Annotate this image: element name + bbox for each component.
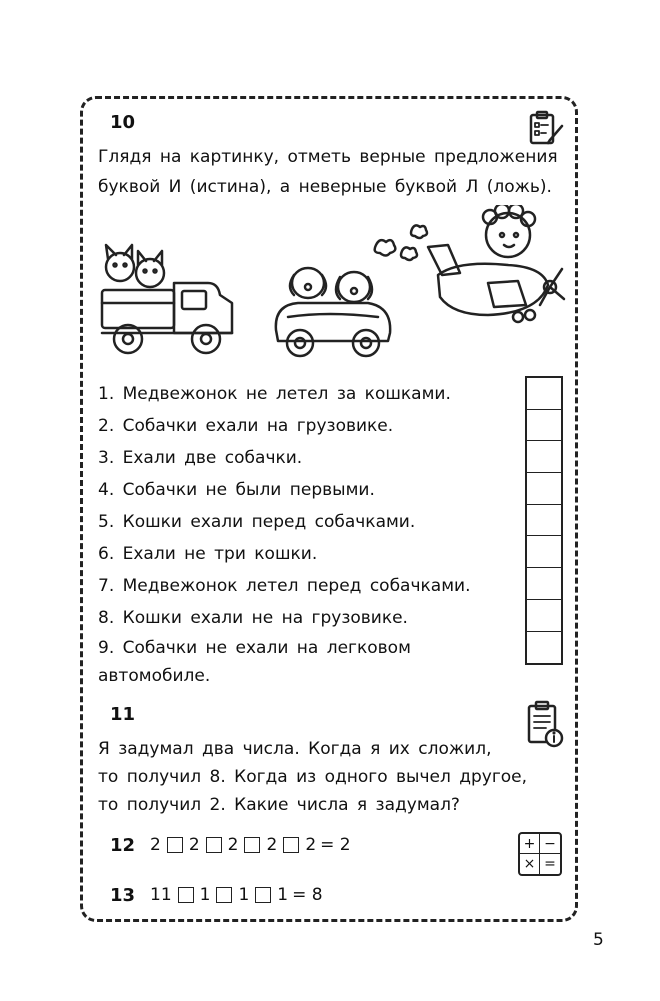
task-13-operand-3: 1 — [238, 885, 250, 905]
task-13-sign-box-1[interactable] — [178, 887, 194, 903]
task-11-line3: то получил 2. Какие числа я задумал? — [98, 795, 460, 815]
task-12-operand-3: 2 — [227, 835, 239, 855]
statement-1: 1. Медвежонок не летел за кошками. — [98, 384, 451, 404]
answer-box-1[interactable] — [527, 378, 561, 410]
task-12-number: 12 — [110, 835, 136, 856]
task-11-line2: то получил 8. Когда из одного вычел другое, — [98, 767, 528, 787]
plus-symbol: + — [520, 834, 540, 854]
statement-2: 2. Собачки ехали на грузовике. — [98, 416, 394, 436]
task-12-operand-1: 2 — [150, 835, 161, 855]
plane-with-bear-illustration — [368, 205, 568, 334]
task-10-instruction-line1: Глядя на картинку, отметь верные предложения — [98, 147, 558, 167]
statement-7: 7. Медвежонок летел перед собачками. — [98, 576, 471, 596]
math-operations-icon — [518, 832, 562, 876]
clipboard-info-icon — [526, 700, 566, 752]
task-12-result: = 2 — [320, 835, 351, 855]
answer-box-4[interactable] — [527, 473, 561, 505]
task-12-sign-box-1[interactable] — [167, 837, 183, 853]
answer-boxes-column — [525, 376, 563, 665]
task-13-equation — [148, 885, 325, 905]
answer-box-6[interactable] — [527, 536, 561, 568]
statement-4: 4. Собачки не были первыми. — [98, 480, 375, 500]
answer-box-9[interactable] — [527, 632, 561, 664]
answer-box-5[interactable] — [527, 505, 561, 537]
statement-5: 5. Кошки ехали перед собачками. — [98, 512, 416, 532]
statement-8: 8. Кошки ехали не на грузовике. — [98, 608, 408, 628]
statement-9-continuation: автомобиле. — [98, 666, 211, 686]
task-12-operand-4: 2 — [266, 835, 278, 855]
task-12-equation — [148, 835, 353, 855]
times-symbol: × — [520, 854, 540, 874]
statement-3: 3. Ехали две собачки. — [98, 448, 303, 468]
task-12-sign-box-2[interactable] — [206, 837, 222, 853]
task-11-line1: Я задумал два числа. Когда я их сложил, — [98, 739, 492, 759]
equals-symbol: = — [544, 856, 556, 872]
task-12-sign-box-3[interactable] — [244, 837, 260, 853]
task-13-sign-box-3[interactable] — [255, 887, 271, 903]
truck-with-cats-illustration — [98, 235, 243, 364]
page-number: 5 — [593, 930, 604, 950]
task-13-result: = 8 — [292, 885, 323, 905]
statement-9: 9. Собачки не ехали на легковом — [98, 638, 411, 658]
task-13-operand-1: 11 — [150, 885, 172, 905]
answer-box-2[interactable] — [527, 410, 561, 442]
task-13-operand-2: 1 — [199, 885, 211, 905]
statement-6: 6. Ехали не три кошки. — [98, 544, 318, 564]
task-12-operand-5: 2 — [305, 835, 317, 855]
task-12-operand-2: 2 — [188, 835, 200, 855]
task-10-number: 10 — [110, 112, 136, 133]
answer-box-7[interactable] — [527, 568, 561, 600]
answer-box-8[interactable] — [527, 600, 561, 632]
task-13-number: 13 — [110, 885, 136, 906]
task-12-sign-box-4[interactable] — [283, 837, 299, 853]
minus-symbol: − — [540, 834, 560, 854]
task-13-sign-box-2[interactable] — [216, 887, 232, 903]
task-13-operand-4: 1 — [277, 885, 289, 905]
task-10-instruction-line2: буквой И (истина), а неверные буквой Л (ложь). — [98, 177, 552, 197]
task-11-number: 11 — [110, 704, 136, 725]
answer-box-3[interactable] — [527, 441, 561, 473]
